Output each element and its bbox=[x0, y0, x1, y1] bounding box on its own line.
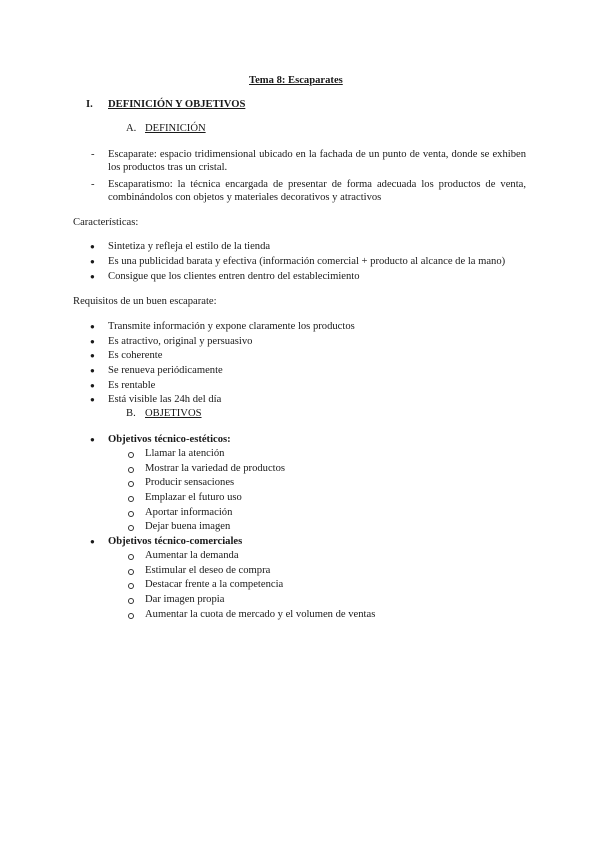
objetivos-esteticos-label: Objetivos técnico-estéticos: bbox=[108, 434, 231, 445]
circle-bullet-icon bbox=[128, 569, 134, 575]
list-item: Producir sensaciones bbox=[145, 477, 235, 488]
list-item: Dejar buena imagen bbox=[145, 521, 231, 532]
circle-bullet-icon bbox=[128, 496, 134, 502]
subsection-letter-a: A. bbox=[126, 123, 137, 134]
list-item: Es rentable bbox=[108, 380, 156, 391]
list-item: Aumentar la demanda bbox=[145, 550, 239, 561]
definition-escaparate: Escaparate: espacio tridimensional ubicado en la fachada de un punto de venta, donde se exhiben los productos tras un cristal. bbox=[108, 149, 526, 173]
page-title: Tema 8: Escaparates bbox=[249, 75, 343, 86]
list-item: Sintetiza y refleja el estilo de la tienda bbox=[108, 241, 271, 252]
bullet-icon: ● bbox=[90, 257, 95, 266]
bullet-icon: ● bbox=[90, 537, 95, 546]
dash-marker: - bbox=[91, 149, 95, 160]
bullet-icon: ● bbox=[90, 381, 95, 390]
bullet-icon: ● bbox=[90, 242, 95, 251]
bullet-icon: ● bbox=[90, 337, 95, 346]
subsection-heading-definicion: DEFINICIÓN bbox=[145, 123, 206, 134]
list-item: Emplazar el futuro uso bbox=[145, 492, 242, 503]
section-numeral: I. bbox=[86, 99, 93, 110]
list-item: Es una publicidad barata y efectiva (información comercial + producto al alcance de la mano) bbox=[108, 256, 506, 267]
circle-bullet-icon bbox=[128, 467, 134, 473]
dash-marker: - bbox=[91, 179, 95, 190]
list-item: Se renueva periódicamente bbox=[108, 365, 223, 376]
caracteristicas-label: Características: bbox=[73, 217, 139, 228]
list-item: Destacar frente a la competencia bbox=[145, 579, 284, 590]
list-item: Es coherente bbox=[108, 350, 163, 361]
circle-bullet-icon bbox=[128, 554, 134, 560]
bullet-icon: ● bbox=[90, 366, 95, 375]
list-item: Llamar la atención bbox=[145, 448, 225, 459]
circle-bullet-icon bbox=[128, 481, 134, 487]
list-item: Aportar información bbox=[145, 507, 233, 518]
circle-bullet-icon bbox=[128, 525, 134, 531]
bullet-icon: ● bbox=[90, 351, 95, 360]
list-item: Mostrar la variedad de productos bbox=[145, 463, 286, 474]
list-item: Dar imagen propia bbox=[145, 594, 225, 605]
objetivos-comerciales-label: Objetivos técnico-comerciales bbox=[108, 536, 243, 547]
subsection-letter-b: B. bbox=[126, 408, 136, 419]
circle-bullet-icon bbox=[128, 452, 134, 458]
section-heading: DEFINICIÓN Y OBJETIVOS bbox=[108, 99, 246, 110]
bullet-icon: ● bbox=[90, 272, 95, 281]
bullet-icon: ● bbox=[90, 322, 95, 331]
list-item: Está visible las 24h del día bbox=[108, 394, 222, 405]
circle-bullet-icon bbox=[128, 583, 134, 589]
list-item: Transmite información y expone claramente los productos bbox=[108, 321, 355, 332]
circle-bullet-icon bbox=[128, 511, 134, 517]
requisitos-label: Requisitos de un buen escaparate: bbox=[73, 296, 217, 307]
list-item: Estimular el deseo de compra bbox=[145, 565, 271, 576]
list-item: Es atractivo, original y persuasivo bbox=[108, 336, 253, 347]
circle-bullet-icon bbox=[128, 613, 134, 619]
list-item: Consigue que los clientes entren dentro del establecimiento bbox=[108, 271, 360, 282]
definition-escaparatismo: Escaparatismo: la técnica encargada de presentar de forma adecuada los productos de venta, combinándolos con objetos y materiales decorativos y atractivos bbox=[108, 179, 526, 203]
list-item: Aumentar la cuota de mercado y el volumen de ventas bbox=[145, 609, 376, 620]
bullet-icon: ● bbox=[90, 435, 95, 444]
subsection-heading-objetivos: OBJETIVOS bbox=[145, 408, 202, 419]
circle-bullet-icon bbox=[128, 598, 134, 604]
bullet-icon: ● bbox=[90, 395, 95, 404]
